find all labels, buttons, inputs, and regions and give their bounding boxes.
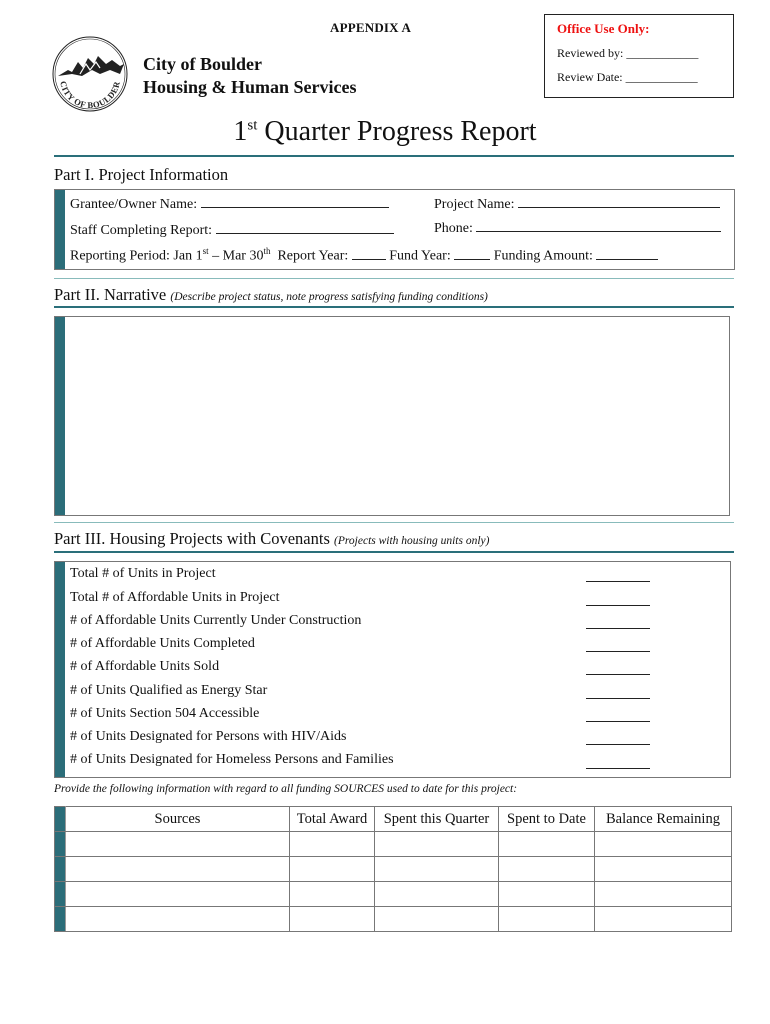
logo-text: CITY OF BOULDER	[58, 80, 122, 111]
part2-rule	[54, 306, 734, 308]
reviewed-by-field[interactable]: Reviewed by: ____________	[557, 46, 699, 60]
part3-heading: Part III. Housing Projects with Covenants	[54, 529, 330, 548]
sources-instruction: Provide the following information with regard to all funding SOURCES used to date for this project:	[54, 783, 518, 795]
table-cell[interactable]	[290, 907, 375, 932]
table-cell[interactable]	[595, 832, 732, 857]
phone-label: Phone:	[434, 221, 473, 236]
table-cell[interactable]	[499, 907, 595, 932]
table-row	[55, 857, 732, 882]
units-row: # of Units Qualified as Energy Star	[70, 683, 268, 698]
city-seal-logo	[50, 34, 130, 114]
table-cell[interactable]	[375, 857, 499, 882]
units-input-line[interactable]	[586, 674, 650, 675]
table-cell[interactable]	[66, 907, 290, 932]
accent-bar	[55, 832, 66, 857]
office-use-box	[544, 14, 734, 98]
part1-heading: Part I. Project Information	[54, 165, 229, 184]
part2-heading: Part II. Narrative	[54, 285, 167, 304]
narrative-textarea[interactable]	[54, 316, 730, 516]
table-cell[interactable]	[375, 907, 499, 932]
table-cell[interactable]	[499, 857, 595, 882]
units-input-line[interactable]	[586, 628, 650, 629]
accent-bar	[55, 857, 66, 882]
title-number: 1	[233, 116, 248, 147]
col-spent-to-date: Spent to Date	[499, 807, 595, 832]
project-name-line[interactable]	[518, 195, 720, 208]
units-row: # of Units Section 504 Accessible	[70, 706, 260, 721]
units-input-line[interactable]	[586, 768, 650, 769]
col-total-award: Total Award	[290, 807, 375, 832]
city-name: City of Boulder	[143, 54, 262, 74]
divider	[54, 278, 734, 279]
title-rest: Quarter Progress Report	[257, 116, 537, 147]
part2-heading-row	[54, 285, 488, 305]
part3-rule	[54, 551, 734, 553]
units-input-line[interactable]	[586, 581, 650, 582]
sources-table	[54, 806, 732, 932]
table-cell[interactable]	[499, 882, 595, 907]
part3-note: (Projects with housing units only)	[334, 535, 490, 547]
phone-line[interactable]	[476, 219, 721, 232]
project-name-label: Project Name:	[434, 197, 515, 212]
col-sources: Sources	[66, 807, 290, 832]
accent-bar	[55, 882, 66, 907]
appendix-label: APPENDIX A	[330, 20, 412, 35]
units-input-line[interactable]	[586, 605, 650, 606]
period-mid: – Mar 30	[208, 248, 264, 264]
col-spent-quarter: Spent this Quarter	[375, 807, 499, 832]
part3-heading-row	[54, 529, 489, 549]
accent-bar	[55, 190, 65, 269]
report-year-label: Report Year:	[277, 248, 349, 264]
table-cell[interactable]	[290, 832, 375, 857]
department-name: Housing & Human Services	[143, 77, 357, 97]
units-row: # of Units Designated for Homeless Persons and Families	[70, 752, 394, 767]
table-cell[interactable]	[290, 857, 375, 882]
table-cell[interactable]	[375, 882, 499, 907]
fund-year-line[interactable]	[454, 247, 490, 260]
table-cell[interactable]	[290, 882, 375, 907]
table-row	[55, 882, 732, 907]
phone-field[interactable]	[434, 219, 721, 237]
units-input-line[interactable]	[586, 651, 650, 652]
units-row: Total # of Units in Project	[70, 566, 216, 581]
svg-text:CITY OF BOULDER	[58, 80, 122, 110]
accent-bar	[55, 317, 65, 515]
staff-label: Staff Completing Report:	[70, 223, 213, 238]
table-row	[55, 907, 732, 932]
units-row: # of Affordable Units Completed	[70, 636, 255, 651]
staff-line[interactable]	[216, 221, 394, 234]
accent-bar	[55, 907, 66, 932]
staff-field[interactable]	[70, 221, 394, 239]
units-input-line[interactable]	[586, 721, 650, 722]
table-cell[interactable]	[66, 882, 290, 907]
page-title	[0, 116, 770, 148]
review-date-field[interactable]: Review Date: ____________	[557, 70, 698, 84]
accent-bar	[55, 807, 66, 832]
units-input-line[interactable]	[586, 744, 650, 745]
reporting-period-row	[70, 246, 658, 265]
table-header-row	[55, 807, 732, 832]
funding-amount-line[interactable]	[596, 247, 658, 260]
period-label: Reporting Period: Jan 1	[70, 248, 203, 264]
units-input-line[interactable]	[586, 698, 650, 699]
table-cell[interactable]	[66, 832, 290, 857]
title-sup: st	[247, 117, 258, 134]
funding-amount-label: Funding Amount:	[493, 248, 593, 264]
grantee-label: Grantee/Owner Name:	[70, 197, 198, 212]
units-row: # of Units Designated for Persons with HIV/Aids	[70, 729, 347, 744]
grantee-line[interactable]	[201, 195, 389, 208]
project-info-box	[54, 189, 735, 270]
table-row	[55, 832, 732, 857]
part2-note: (Describe project status, note progress satisfying funding conditions)	[170, 291, 488, 303]
period-sup-2: th	[263, 246, 271, 256]
fund-year-label: Fund Year:	[389, 248, 451, 264]
divider	[54, 522, 734, 523]
table-cell[interactable]	[595, 907, 732, 932]
table-cell[interactable]	[375, 832, 499, 857]
project-name-field[interactable]	[434, 195, 720, 213]
office-use-title: Office Use Only:	[557, 21, 650, 36]
title-rule	[54, 155, 734, 157]
accent-bar	[55, 562, 65, 777]
units-row: # of Affordable Units Currently Under Construction	[70, 613, 362, 628]
report-year-line[interactable]	[352, 247, 386, 260]
period-sup-1: st	[202, 246, 209, 256]
units-row: # of Affordable Units Sold	[70, 659, 220, 674]
table-cell[interactable]	[66, 857, 290, 882]
grantee-field[interactable]	[70, 195, 389, 213]
table-cell[interactable]	[499, 832, 595, 857]
table-cell[interactable]	[595, 882, 732, 907]
col-balance-remaining: Balance Remaining	[595, 807, 732, 832]
units-row: Total # of Affordable Units in Project	[70, 590, 280, 605]
table-cell[interactable]	[595, 857, 732, 882]
